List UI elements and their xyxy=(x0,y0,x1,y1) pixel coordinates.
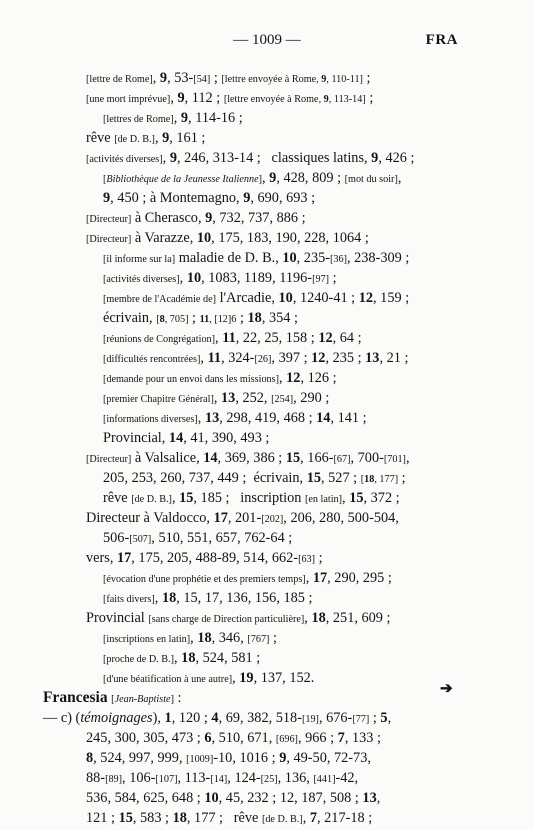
index-line: [premier Chapitre Général], 13, 252, [254], 290 ; xyxy=(103,390,330,406)
index-line: 88-[89], 106-[107], 113-[14], 124-[25], 136, [441]-42, xyxy=(86,770,359,786)
index-line: [membre de l'Académie de] l'Arcadie, 10, 1240-41 ; 12, 159 ; xyxy=(103,290,410,306)
right-arrow-icon: ➔ xyxy=(440,681,453,697)
index-line: [une mort imprévue], 9, 112 ; [lettre envoyée à Rome, 9, 113-14] ; xyxy=(86,90,374,106)
index-line: [réunions de Congrégation], 11, 22, 25, 158 ; 12, 64 ; xyxy=(103,330,362,346)
index-line: [faits divers], 18, 15, 17, 136, 156, 185 ; xyxy=(103,590,313,606)
index-line: 536, 584, 625, 648 ; 10, 45, 232 ; 12, 187, 508 ; 13, xyxy=(86,790,381,806)
index-line: 245, 300, 305, 473 ; 6, 510, 671, [696], 966 ; 7, 133 ; xyxy=(86,730,381,746)
index-line: [demande pour un envoi dans les missions], 12, 126 ; xyxy=(103,370,337,386)
index-line: [informations diverses], 13, 298, 419, 468 ; 14, 141 ; xyxy=(103,410,367,426)
index-line: 506-[507], 510, 551, 657, 762-64 ; xyxy=(103,530,293,546)
index-line: [proche de D. B.], 18, 524, 581 ; xyxy=(103,650,261,666)
page-number: — 1009 — xyxy=(233,32,301,48)
index-line: rêve [de D. B.], 9, 161 ; xyxy=(86,130,206,146)
index-line: [Directeur] à Cherasco, 9, 732, 737, 886 ; xyxy=(86,210,306,226)
index-line: [inscriptions en latin], 18, 346, [767] ; xyxy=(103,630,277,646)
index-line: vers, 17, 175, 205, 488-89, 514, 662-[63] ; xyxy=(86,550,323,566)
index-line: [Bibliothèque de la Jeunesse Italienne], 9, 428, 809 ; [mot du soir], xyxy=(103,170,402,186)
page-header xyxy=(0,32,534,52)
index-line: écrivain, [8, 705] ; 11, [12]6 ; 18, 354 ; xyxy=(103,310,298,326)
index-line: Provincial [sans charge de Direction particulière], 18, 251, 609 ; xyxy=(86,610,391,626)
index-line: rêve [de D. B.], 15, 185 ; inscription [en latin], 15, 372 ; xyxy=(103,490,400,506)
index-line: [activités diverses], 10, 1083, 1189, 1196-[97] ; xyxy=(103,270,337,286)
index-line: 8, 524, 997, 999, [1009]-10, 1016 ; 9, 49-50, 72-73, xyxy=(86,750,371,766)
index-line: [difficultés rencontrées], 11, 324-[26], 397 ; 12, 235 ; 13, 21 ; xyxy=(103,350,409,366)
index-line: [lettre de Rome], 9, 53-[54] ; [lettre envoyée à Rome, 9, 110-11] ; xyxy=(86,70,371,86)
index-line: 205, 253, 260, 737, 449 ; écrivain, 15, 527 ; [18, 177] ; xyxy=(103,470,406,486)
index-line: 9, 450 ; à Montemagno, 9, 690, 693 ; xyxy=(103,190,316,206)
section-code: FRA xyxy=(425,32,458,48)
index-line: Directeur à Valdocco, 17, 201-[202], 206, 280, 500-504, xyxy=(86,510,399,526)
index-line: [activités diverses], 9, 246, 313-14 ; classiques latins, 9, 426 ; xyxy=(86,150,415,166)
index-line: 121 ; 15, 583 ; 18, 177 ; rêve [de D. B.], 7, 217-18 ; xyxy=(86,810,373,826)
index-line: [il informe sur la] maladie de D. B., 10, 235-[36], 238-309 ; xyxy=(103,250,410,266)
index-line: [lettres de Rome], 9, 114-16 ; xyxy=(103,110,243,126)
index-line: — c) (témoignages), 1, 120 ; 4, 69, 382, 518-[19], 676-[77] ; 5, xyxy=(43,710,392,726)
index-line: Provincial, 14, 41, 390, 493 ; xyxy=(103,430,270,446)
index-line: [d'une béatification à une autre], 19, 137, 152. xyxy=(103,670,315,686)
index-line: [évocation d'une prophétie et des premiers temps], 17, 290, 295 ; xyxy=(103,570,392,586)
entry-heading: Francesia [Jean-Baptiste] : xyxy=(43,689,182,706)
index-line: [Directeur] à Varazze, 10, 175, 183, 190, 228, 1064 ; xyxy=(86,230,369,246)
index-line: [Directeur] à Valsalice, 14, 369, 386 ; 15, 166-[67], 700-[701], xyxy=(86,450,410,466)
